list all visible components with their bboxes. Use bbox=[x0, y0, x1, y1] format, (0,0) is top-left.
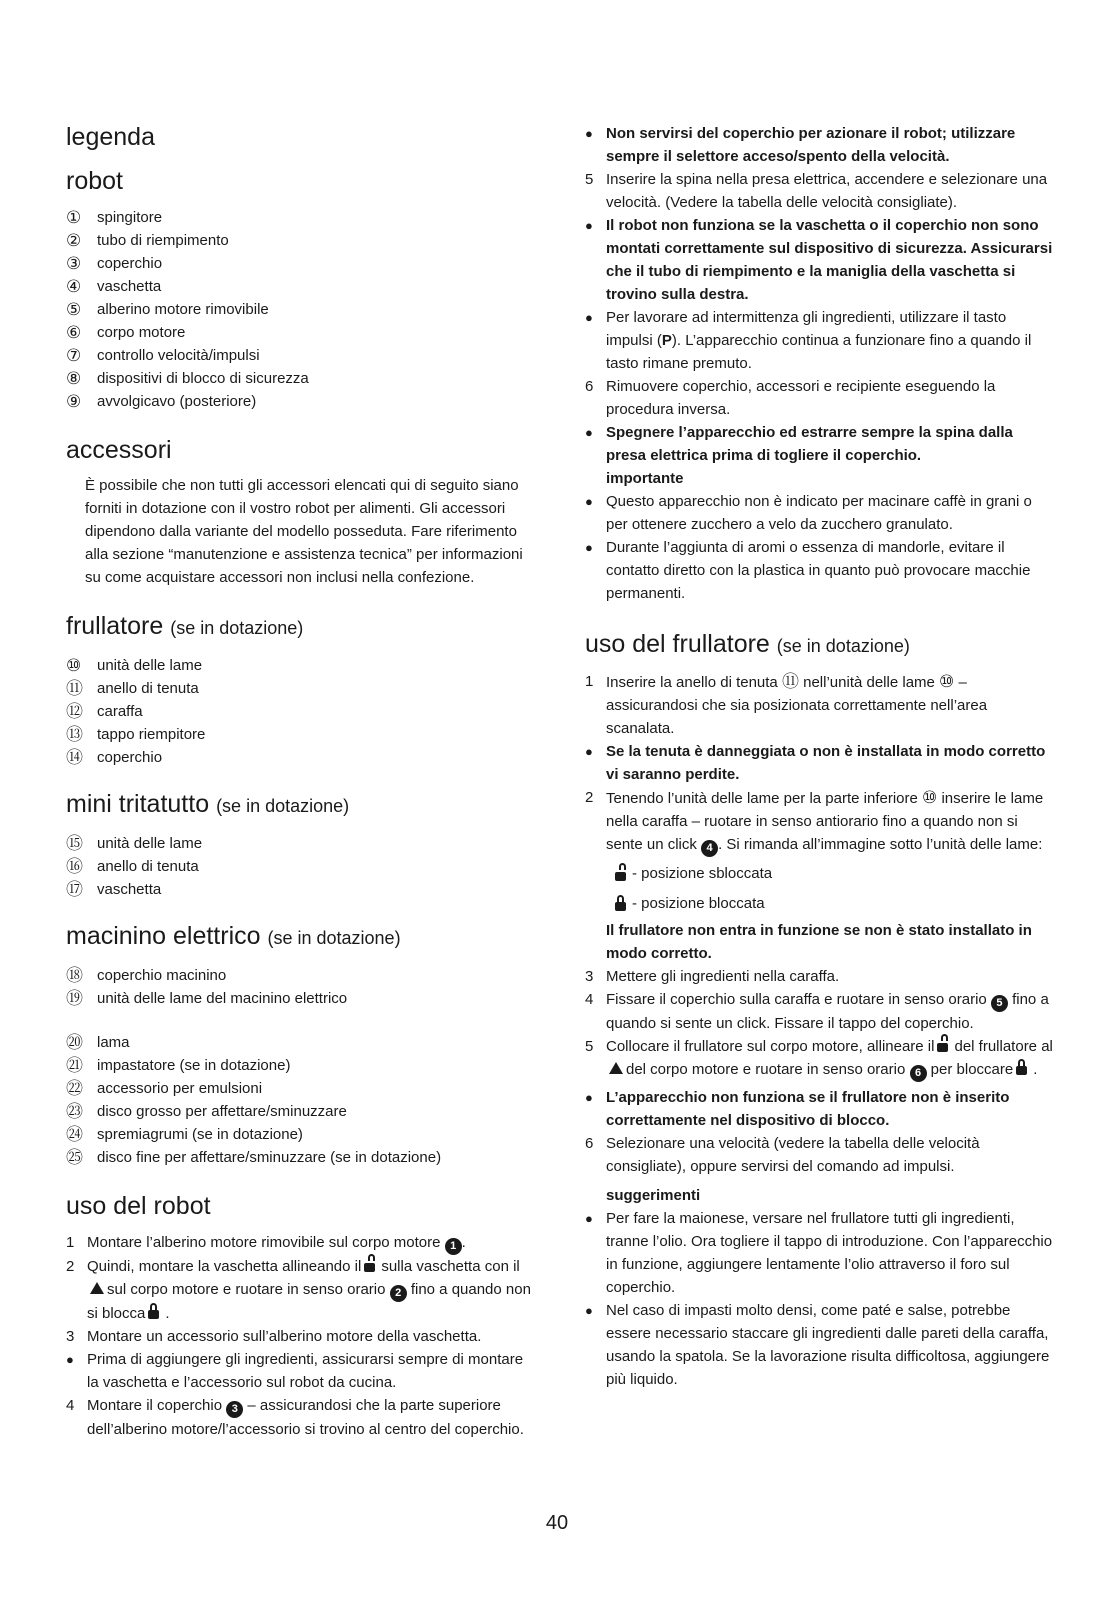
step-number: 1 bbox=[585, 673, 594, 690]
item-label: caraffa bbox=[97, 703, 143, 720]
item-number: ⑰ bbox=[66, 880, 83, 899]
item-label: vaschetta bbox=[97, 881, 162, 898]
mini-parts-list bbox=[66, 832, 531, 901]
locked-label: - posizione bloccata bbox=[632, 895, 765, 912]
step-number: 5 bbox=[585, 171, 594, 188]
step-text: Selezionare una velocità (vedere la tabella delle velocità consigliate), oppure servirsi del comando ad impulsi. bbox=[606, 1135, 980, 1175]
item-label: coperchio bbox=[97, 255, 163, 272]
step-number: 1 bbox=[66, 1234, 75, 1251]
item-label: anello di tenuta bbox=[97, 680, 199, 697]
item-label: accessorio per emulsioni bbox=[97, 1080, 263, 1097]
page-number: 40 bbox=[545, 1512, 569, 1534]
bullet-icon: ● bbox=[585, 744, 593, 759]
robot-step-2 bbox=[66, 1255, 531, 1325]
item-label: spingitore bbox=[97, 209, 163, 226]
list-item bbox=[66, 654, 531, 677]
blender-step-4 bbox=[585, 988, 1055, 1035]
step-5 bbox=[585, 168, 1055, 214]
blender-step-3 bbox=[585, 965, 1055, 988]
tip-2 bbox=[585, 1299, 1055, 1391]
list-item bbox=[66, 1123, 531, 1146]
step-number: 3 bbox=[66, 1328, 75, 1345]
note-text: Il frullatore non entra in funzione se non è stato installato in modo corretto. bbox=[606, 922, 1032, 962]
bullet-icon: ● bbox=[585, 1211, 593, 1226]
step-6 bbox=[585, 375, 1055, 421]
bullet-text: ). L’apparecchio continua a funzionare fino a quando il tasto rimane premuto. bbox=[606, 332, 1032, 372]
left-column bbox=[66, 122, 531, 1441]
ref-number: 4 bbox=[701, 840, 718, 857]
ref-number: ⑩ bbox=[939, 672, 955, 691]
item-number: ⑫ bbox=[66, 702, 83, 721]
step-number: 6 bbox=[585, 378, 594, 395]
bullet-text: Per lavorare ad intermittenza gli ingredienti, utilizzare il tasto impulsi ( bbox=[606, 309, 1007, 349]
right-bullet-1 bbox=[585, 122, 1055, 168]
list-item bbox=[66, 298, 531, 321]
step-text: Montare un accessorio sull’alberino motore della vaschetta. bbox=[87, 1328, 482, 1345]
step-number: 2 bbox=[585, 789, 594, 806]
uso-robot-steps bbox=[66, 1231, 531, 1441]
uso-frullatore-subtitle: (se in dotazione) bbox=[776, 636, 910, 656]
blender-step-2 bbox=[585, 786, 1055, 857]
list-item bbox=[66, 700, 531, 723]
ref-number: 6 bbox=[910, 1065, 927, 1082]
frullatore-parts-list bbox=[66, 654, 531, 769]
item-number: ④ bbox=[66, 277, 82, 296]
uso-frullatore-title: uso del frullatore bbox=[585, 630, 770, 658]
bullet-icon: ● bbox=[585, 1303, 593, 1318]
robot-step-4 bbox=[66, 1394, 531, 1441]
item-number: ⑭ bbox=[66, 748, 83, 767]
step-number: 4 bbox=[585, 991, 594, 1008]
list-item bbox=[66, 367, 531, 390]
step-text: – assicurandosi che sia posizionata correttamente nell’area scanalata. bbox=[606, 674, 988, 737]
right-bullet-3 bbox=[585, 306, 1055, 375]
bullet-text: Non servirsi del coperchio per azionare il robot; utilizzare sempre il selettore acceso/spento della velocità. bbox=[606, 125, 1016, 165]
blender-step-6 bbox=[585, 1132, 1055, 1178]
ref-number: 2 bbox=[390, 1285, 407, 1302]
bullet-text: Prima di aggiungere gli ingredienti, assicurarsi sempre di montare la vaschetta e l’accessorio sul robot da cucina. bbox=[87, 1351, 524, 1391]
suggerimenti-label: suggerimenti bbox=[606, 1187, 701, 1204]
step-text: sul corpo motore e ruotare in senso orario bbox=[107, 1281, 386, 1298]
bullet-text: Questo apparecchio non è indicato per macinare caffè in grani o per ottenere zucchero a velo da zucchero granulato. bbox=[606, 493, 1032, 533]
macinino-heading bbox=[66, 921, 531, 953]
bullet-icon: ● bbox=[585, 494, 593, 509]
robot-heading: robot bbox=[66, 167, 123, 195]
item-number: ⑩ bbox=[66, 656, 82, 675]
tip-1 bbox=[585, 1207, 1055, 1299]
tip-text: Nel caso di impasti molto densi, come paté e salse, potrebbe essere necessario staccare gli ingredienti dalle pareti della caraffa, usando la spatola. Se la lavorazione risulta difficoltosa, aggiungere più liquido. bbox=[606, 1302, 1050, 1388]
item-number: ① bbox=[66, 208, 82, 227]
step-number: 2 bbox=[66, 1258, 75, 1275]
unlock-icon bbox=[364, 1256, 378, 1273]
item-label: disco fine per affettare/sminuzzare (se in dotazione) bbox=[97, 1149, 442, 1166]
item-label: coperchio bbox=[97, 749, 163, 766]
list-item bbox=[66, 878, 531, 901]
item-number: ⑱ bbox=[66, 966, 83, 985]
step-end: . bbox=[165, 1305, 170, 1322]
blender-bullet-2 bbox=[585, 1086, 1055, 1132]
step-text: Mettere gli ingredienti nella caraffa. bbox=[606, 968, 840, 985]
unlocked-position-row bbox=[585, 862, 1055, 885]
list-item bbox=[66, 321, 531, 344]
blender-step-5 bbox=[585, 1035, 1055, 1082]
step-text: fino a quando non si blocca bbox=[87, 1281, 531, 1322]
list-item bbox=[66, 275, 531, 298]
robot-step-1 bbox=[66, 1231, 531, 1255]
item-label: anello di tenuta bbox=[97, 858, 199, 875]
step-text: inserire le lame nella caraffa – ruotare in senso antiorario fino a quando non si sente un click bbox=[606, 790, 1044, 853]
item-number: ㉑ bbox=[66, 1056, 83, 1075]
mini-tritatutto-heading bbox=[66, 789, 531, 821]
bullet-text: Se la tenuta è danneggiata o non è installata in modo corretto vi saranno perdite. bbox=[606, 743, 1046, 783]
step-text: Rimuovere coperchio, accessori e recipiente eseguendo la procedura inversa. bbox=[606, 378, 996, 418]
step-text: per bloccare bbox=[930, 1061, 1014, 1078]
ref-number: 1 bbox=[445, 1238, 462, 1255]
item-number: ⑧ bbox=[66, 369, 82, 388]
list-item bbox=[66, 677, 531, 700]
triangle-marker-icon bbox=[609, 1062, 623, 1074]
item-label: corpo motore bbox=[97, 324, 186, 341]
macinino-subtitle: (se in dotazione) bbox=[267, 928, 401, 948]
item-number: ⑥ bbox=[66, 323, 82, 342]
mini-subtitle: (se in dotazione) bbox=[216, 796, 350, 816]
item-number: ⑤ bbox=[66, 300, 82, 319]
ref-number: 3 bbox=[226, 1401, 243, 1418]
item-label: unità delle lame bbox=[97, 835, 203, 852]
right-bullet-2 bbox=[585, 214, 1055, 306]
bullet-icon: ● bbox=[585, 1090, 593, 1105]
step-text: – assicurandosi che la parte superiore dell’alberino motore/l’accessorio si trovino al centro del coperchio. bbox=[87, 1397, 524, 1438]
suggerimenti-heading bbox=[585, 1184, 1055, 1207]
ref-number: ⑩ bbox=[922, 788, 938, 807]
unlock-icon bbox=[937, 1036, 951, 1053]
blender-note bbox=[585, 919, 1055, 965]
item-number: ⑲ bbox=[66, 989, 83, 1008]
list-item bbox=[66, 987, 531, 1010]
frullatore-title: frullatore bbox=[66, 612, 164, 640]
right-column bbox=[585, 122, 1055, 1391]
list-item bbox=[66, 832, 531, 855]
list-item bbox=[66, 1054, 531, 1077]
step-text: Collocare il frullatore sul corpo motore, allineare il bbox=[606, 1038, 935, 1055]
item-label: lama bbox=[97, 1034, 130, 1051]
bullet-icon: ● bbox=[585, 126, 593, 141]
right-bullet-4 bbox=[585, 421, 1055, 467]
step-number: 4 bbox=[66, 1397, 75, 1414]
triangle-marker-icon bbox=[90, 1282, 104, 1294]
item-number: ⑬ bbox=[66, 725, 83, 744]
step-text: Quindi, montare la vaschetta allineando il bbox=[87, 1258, 362, 1275]
list-item bbox=[66, 344, 531, 367]
item-number: ⑦ bbox=[66, 346, 82, 365]
step-text: del frullatore al bbox=[954, 1038, 1053, 1055]
step-number: 5 bbox=[585, 1038, 594, 1055]
lock-icon bbox=[1016, 1059, 1030, 1076]
robot-step-3 bbox=[66, 1325, 531, 1348]
ref-number: 5 bbox=[991, 995, 1008, 1012]
uso-frullatore-heading bbox=[585, 629, 1055, 661]
list-item bbox=[66, 252, 531, 275]
uso-frullatore-steps bbox=[585, 670, 1055, 1391]
item-number: ⑳ bbox=[66, 1033, 83, 1052]
bullet-icon: ● bbox=[585, 218, 593, 233]
pulse-symbol: P bbox=[661, 332, 672, 349]
item-number: ⑯ bbox=[66, 857, 83, 876]
importante-label: importante bbox=[606, 470, 684, 487]
unlock-icon bbox=[615, 865, 629, 882]
list-item bbox=[66, 1031, 531, 1054]
step-text: Inserire la anello di tenuta bbox=[606, 674, 778, 691]
item-label: disco grosso per affettare/sminuzzare bbox=[97, 1103, 347, 1120]
list-item bbox=[66, 229, 531, 252]
item-number: ⑨ bbox=[66, 392, 82, 411]
step-number: 6 bbox=[585, 1135, 594, 1152]
bullet-icon: ● bbox=[585, 310, 593, 325]
tip-text: Per fare la maionese, versare nel frullatore tutti gli ingredienti, tranne l’olio. Ora togliere il tappo di introduzione. Con l’apparecchio in funzione, aggiungere lentamente l’olio attraverso il foro sul coperchio. bbox=[606, 1210, 1053, 1296]
accessori-heading: accessori bbox=[66, 436, 172, 464]
list-item bbox=[66, 1146, 531, 1169]
item-number: ㉔ bbox=[66, 1125, 83, 1144]
unlocked-label: - posizione sbloccata bbox=[632, 865, 773, 882]
bullet-text: Durante l’aggiunta di aromi o essenza di mandorle, evitare il contatto diretto con la plastica in quanto può provocare macchie permanenti. bbox=[606, 539, 1031, 602]
item-label: spremiagrumi (se in dotazione) bbox=[97, 1126, 303, 1143]
item-label: avvolgicavo (posteriore) bbox=[97, 393, 257, 410]
item-number: ⑮ bbox=[66, 834, 83, 853]
step-text: del corpo motore e ruotare in senso orario bbox=[626, 1061, 906, 1078]
right-bullet-6 bbox=[585, 536, 1055, 605]
step-text: Inserire la spina nella presa elettrica, accendere e selezionare una velocità. (Vedere la tabella delle velocità consigliate). bbox=[606, 171, 1048, 211]
importante-heading bbox=[585, 467, 1055, 490]
step-text: fino a quando si sente un click. Fissare il tappo del coperchio. bbox=[606, 991, 1049, 1032]
robot-bullet-1 bbox=[66, 1348, 531, 1394]
step-number: 3 bbox=[585, 968, 594, 985]
macinino-title: macinino elettrico bbox=[66, 922, 261, 950]
step-end: . bbox=[1033, 1061, 1038, 1078]
item-label: coperchio macinino bbox=[97, 967, 227, 984]
bullet-icon: ● bbox=[66, 1352, 74, 1367]
item-label: impastatore (se in dotazione) bbox=[97, 1057, 291, 1074]
step-text: Montare il coperchio bbox=[87, 1397, 223, 1414]
item-number: ㉓ bbox=[66, 1102, 83, 1121]
item-number: ⑪ bbox=[66, 679, 83, 698]
bullet-text: Il robot non funziona se la vaschetta o il coperchio non sono montati correttamente sul dispositivo di sicurezza. Assicurarsi che il tubo di riempimento e la maniglia della vaschetta si trovino sulla destra. bbox=[606, 217, 1053, 303]
list-item bbox=[66, 723, 531, 746]
step-end: . bbox=[461, 1234, 466, 1251]
lock-icon bbox=[615, 895, 629, 912]
item-number: ③ bbox=[66, 254, 82, 273]
item-number: ㉕ bbox=[66, 1148, 83, 1167]
step-text: sulla vaschetta con il bbox=[381, 1258, 520, 1275]
bullet-icon: ● bbox=[585, 425, 593, 440]
lock-icon bbox=[148, 1303, 162, 1320]
item-number: ㉒ bbox=[66, 1079, 83, 1098]
item-label: tubo di riempimento bbox=[97, 232, 229, 249]
blender-bullet-1 bbox=[585, 740, 1055, 786]
item-label: vaschetta bbox=[97, 278, 162, 295]
mini-title: mini tritatutto bbox=[66, 790, 210, 818]
list-item bbox=[66, 1100, 531, 1123]
other-parts-list bbox=[66, 1031, 531, 1169]
accessori-text: È possibile che non tutti gli accessori elencati qui di seguito siano forniti in dotazione con il vostro robot per alimenti. Gli accessori dipendono dalla variante del modello posseduta. Fare riferimento alla sezione “manutenzione e assistenza tecnica” per informazioni su come acquistare accessori non inclusi nella confezione. bbox=[85, 477, 523, 586]
macinino-parts-list bbox=[66, 964, 531, 1010]
step-text: . Si rimanda all’immagine sotto l’unità delle lame: bbox=[718, 836, 1043, 853]
item-label: unità delle lame del macinino elettrico bbox=[97, 990, 348, 1007]
legenda-heading: legenda bbox=[66, 123, 155, 151]
bullet-text: Spegnere l’apparecchio ed estrarre sempre la spina dalla presa elettrica prima di togliere il coperchio. bbox=[606, 424, 1013, 464]
step-text: nell’unità delle lame bbox=[803, 674, 935, 691]
item-label: tappo riempitore bbox=[97, 726, 206, 743]
list-item bbox=[66, 964, 531, 987]
frullatore-subtitle: (se in dotazione) bbox=[170, 618, 304, 638]
robot-parts-list bbox=[66, 206, 531, 413]
list-item bbox=[66, 1077, 531, 1100]
locked-position-row bbox=[585, 892, 1055, 915]
list-item bbox=[66, 855, 531, 878]
uso-robot-heading: uso del robot bbox=[66, 1192, 211, 1220]
right-bullet-5 bbox=[585, 490, 1055, 536]
step-text: Tenendo l’unità delle lame per la parte inferiore bbox=[606, 790, 918, 807]
item-label: alberino motore rimovibile bbox=[97, 301, 269, 318]
bullet-text: L’apparecchio non funziona se il frullatore non è inserito correttamente nel dispositivo di blocco. bbox=[606, 1089, 1010, 1129]
item-label: controllo velocità/impulsi bbox=[97, 347, 260, 364]
item-label: unità delle lame bbox=[97, 657, 203, 674]
bullet-icon: ● bbox=[585, 540, 593, 555]
frullatore-heading bbox=[66, 611, 531, 643]
blender-step-1 bbox=[585, 670, 1055, 740]
item-label: dispositivi di blocco di sicurezza bbox=[97, 370, 309, 387]
list-item bbox=[66, 746, 531, 769]
step-text: Montare l’alberino motore rimovibile sul corpo motore bbox=[87, 1234, 441, 1251]
item-number: ② bbox=[66, 231, 82, 250]
list-item bbox=[66, 390, 531, 413]
list-item bbox=[66, 206, 531, 229]
ref-number: ⑪ bbox=[781, 672, 799, 691]
step-text: Fissare il coperchio sulla caraffa e ruotare in senso orario bbox=[606, 991, 987, 1008]
